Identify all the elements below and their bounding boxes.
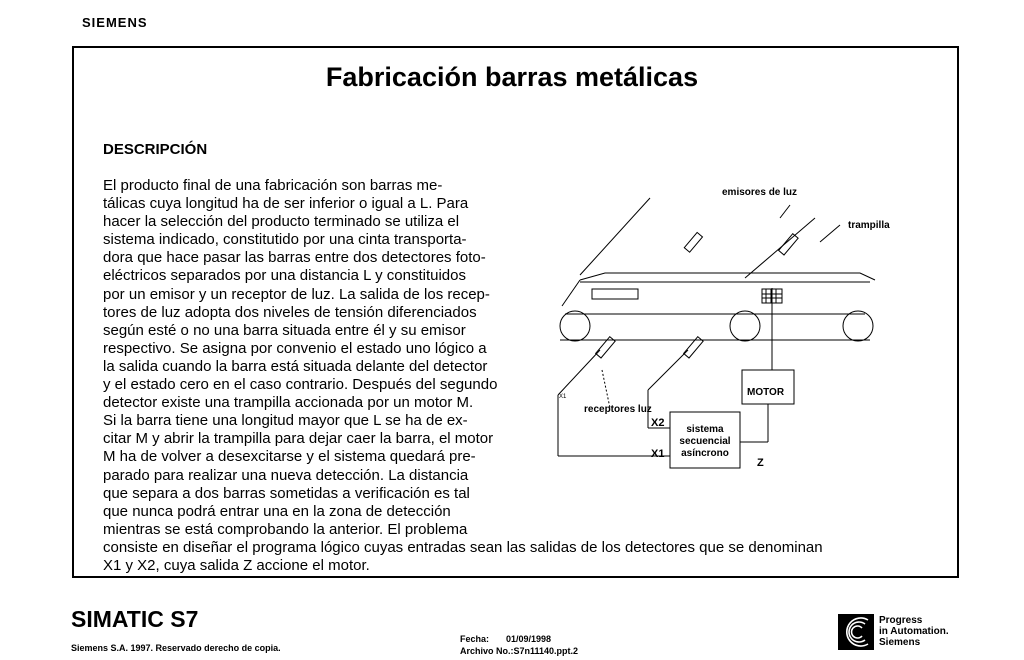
section-heading: DESCRIPCIÓN: [103, 141, 208, 158]
archivo-label: Archivo No.:: [460, 646, 514, 656]
siemens-brand: SIEMENS: [82, 15, 148, 30]
emitter-label-pointer: [780, 205, 790, 218]
sistema-label-1: sistema: [686, 424, 724, 435]
roller-left: [560, 311, 590, 341]
motor-label: MOTOR: [747, 387, 785, 398]
text-line: que separa a dos barras sometidas a verificación es tal: [103, 484, 470, 502]
x2-label: X2: [651, 417, 665, 429]
emitter-line-2: [745, 218, 815, 278]
z-label: Z: [757, 457, 764, 469]
text-line: parado para realizar una nueva detección. La distancia: [103, 466, 469, 484]
archivo-value: S7n11140.ppt.2: [513, 646, 579, 656]
text-line: según esté o no una barra situada entre él y su emisor: [103, 321, 466, 339]
sistema-label-3: asíncrono: [681, 448, 729, 459]
receptores-pointer: [602, 370, 610, 408]
emitter-line-1: [580, 198, 650, 275]
text-line: El producto final de una fabricación son barras me-: [103, 177, 443, 194]
text-line: citar M y abrir la trampilla para dejar caer la barra, el motor: [103, 430, 494, 448]
fecha-value: 01/09/1998: [506, 634, 552, 644]
text-line: dora que hace pasar las barras entre dos detectores foto-: [103, 249, 486, 267]
receptores-label: receptores luz: [584, 404, 652, 415]
slogan-line-1: Progress: [879, 615, 923, 626]
text-line: sistema indicado, constitutido por una cinta transporta-: [103, 231, 467, 249]
text-line: y el estado cero en el caso contrario. Después del segundo: [103, 376, 498, 394]
text-line: respectivo. Se asigna por convenio el estado uno lógico a: [103, 339, 487, 357]
text-line: tálicas cuya longitud ha de ser inferior o igual a L. Para: [103, 195, 469, 213]
slogan-line-3: Siemens: [879, 637, 921, 648]
sistema-label-2: secuencial: [679, 436, 731, 447]
text-line: mientras se está comprobando la anterior. El problema: [103, 520, 468, 538]
siemens-progress-logo-icon: [838, 614, 874, 650]
roller-right: [843, 311, 873, 341]
x2-wire-diagonal: [648, 350, 688, 390]
text-line: hacer la selección del producto terminado se utiliza el: [103, 213, 460, 231]
conveyor-diagram: [540, 170, 890, 480]
slogan: [879, 615, 949, 648]
belt-left-edge: [562, 280, 580, 306]
fecha-label: Fecha:: [460, 634, 490, 644]
text-line: por un emisor y un receptor de luz. La salida de los recep-: [103, 285, 490, 303]
text-line: que nunca podrá entrar una en la zona de detección: [103, 502, 451, 520]
text-line: eléctricos separados por una distancia L y constituidos: [103, 267, 466, 285]
emisores-label: emisores de luz: [722, 187, 798, 198]
slogan-line-2: in Automation.: [879, 626, 949, 637]
text-line: la salida cuando la barra está situada delante del detector: [103, 357, 488, 375]
product-name: SIMATIC S7: [71, 606, 199, 632]
text-line: X1 y X2, cuya salida Z accione el motor.: [103, 556, 370, 574]
x1-label: X1: [651, 448, 665, 460]
belt-top-edge: [580, 273, 875, 280]
metal-bar: [592, 289, 638, 299]
x1-wire-diagonal: [558, 350, 600, 395]
text-line: detector existe una trampilla accionada por un motor M.: [103, 394, 474, 412]
text-line: M ha de volver a desexcitarse y el sistema quedará pre-: [103, 448, 476, 466]
x1-small-label: X1: [559, 394, 567, 400]
emitter-2: [779, 234, 799, 255]
page-title: Fabricación barras metálicas: [325, 62, 699, 92]
roller-middle: [730, 311, 760, 341]
text-line: consiste en diseñar el programa lógico cuyas entradas sean las salidas de los detectores que se denominan: [103, 538, 823, 556]
trampilla-pointer: [820, 225, 840, 242]
copyright-text: Siemens S.A. 1997. Reservado derecho de copia.: [71, 643, 281, 653]
trampilla-label: trampilla: [848, 220, 890, 231]
text-line: Si la barra tiene una longitud mayor que L se ha de ex-: [103, 412, 468, 430]
document-meta: [460, 633, 578, 657]
emitter-1: [684, 232, 702, 252]
text-line: tores de luz adopta dos niveles de tensión diferenciados: [103, 303, 477, 321]
